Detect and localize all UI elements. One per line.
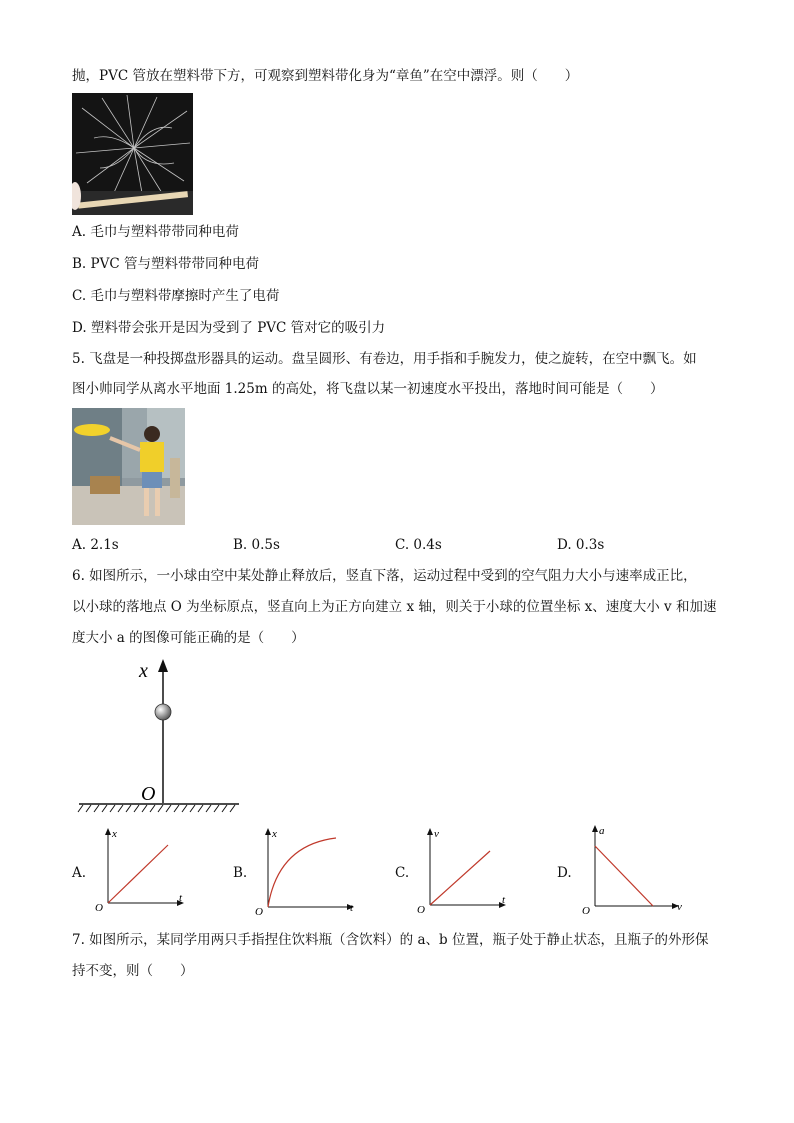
svg-text:v: v (677, 901, 682, 913)
q5-option-c: C. 0.4s (395, 537, 442, 553)
graph-option-c (412, 825, 512, 917)
q4-option-a: A. 毛巾与塑料带带同种电荷 (72, 224, 239, 240)
q7-stem-line1: 7. 如图所示，某同学用两只手指捏住饮料瓶（含饮料）的 a、b 位置，瓶子处于静止状态，且瓶子的外形保 (72, 932, 709, 948)
q4-stem: 抛，PVC 管放在塑料带下方，可观察到塑料带化身为“章鱼”在空中漂浮。则（ ） (72, 68, 579, 84)
svg-text:t: t (179, 892, 183, 904)
svg-text:O: O (582, 905, 590, 917)
figure-origin-label: O (141, 783, 156, 805)
svg-text:a: a (599, 825, 605, 837)
q4-option-d: D. 塑料带会张开是因为受到了 PVC 管对它的吸引力 (72, 320, 386, 336)
q5-stem-line1: 5. 飞盘是一种投掷盘形器具的运动。盘呈圆形、有卷边，用手指和手腕发力，使之旋转，在空中飘飞。如 (72, 351, 697, 367)
graph-option-b (250, 825, 360, 917)
frisbee-photo (72, 408, 185, 525)
svg-text:O: O (255, 906, 263, 917)
q6-stem-line2: 以小球的落地点 O 为坐标原点，竖直向上为正方向建立 x 轴，则关于小球的位置坐标 x、速度大小 v 和加速 (72, 599, 717, 615)
svg-text:x: x (112, 828, 117, 840)
svg-text:v: v (434, 828, 439, 840)
q7-stem-line2: 持不变，则（ ） (72, 963, 194, 979)
q5-option-d: D. 0.3s (557, 537, 605, 553)
ground-hatch (78, 805, 235, 812)
q4-option-b: B. PVC 管与塑料带带同种电荷 (72, 256, 259, 272)
graph-option-d (575, 822, 690, 917)
graph-a-curve (108, 845, 168, 903)
svg-text:O: O (417, 904, 425, 916)
falling-ball-figure (75, 655, 245, 820)
graph-b-curve (268, 838, 336, 907)
graph-option-c-label: C. (395, 865, 410, 881)
ball (155, 704, 171, 720)
svg-text:x: x (272, 828, 277, 840)
q6-stem-line3: 度大小 a 的图像可能正确的是（ ） (72, 630, 305, 646)
q6-stem-line1: 6. 如图所示，一小球由空中某处静止释放后，竖直下落，运动过程中受到的空气阻力大小与速率成正比， (72, 568, 697, 584)
q5-stem-line2: 图小帅同学从离水平地面 1.25m 的高处，将飞盘以某一初速度水平投出，落地时间可能是（ ） (72, 381, 664, 397)
q5-option-a: A. 2.1s (72, 537, 119, 553)
graph-option-a (90, 825, 190, 917)
graph-option-a-label: A. (72, 865, 87, 881)
figure-axis-label: x (139, 660, 148, 682)
graph-option-b-label: B. (233, 865, 248, 881)
q4-option-c: C. 毛巾与塑料带摩擦时产生了电荷 (72, 288, 280, 304)
graph-option-d-label: D. (557, 865, 572, 881)
graph-c-curve (430, 851, 490, 905)
graph-d-curve (595, 846, 653, 906)
octopus-photo (72, 93, 193, 215)
svg-text:t: t (502, 894, 506, 906)
svg-text:O: O (95, 902, 103, 914)
svg-text:t: t (350, 902, 354, 914)
axis-arrow-icon (158, 659, 168, 672)
q5-option-b: B. 0.5s (233, 537, 280, 553)
